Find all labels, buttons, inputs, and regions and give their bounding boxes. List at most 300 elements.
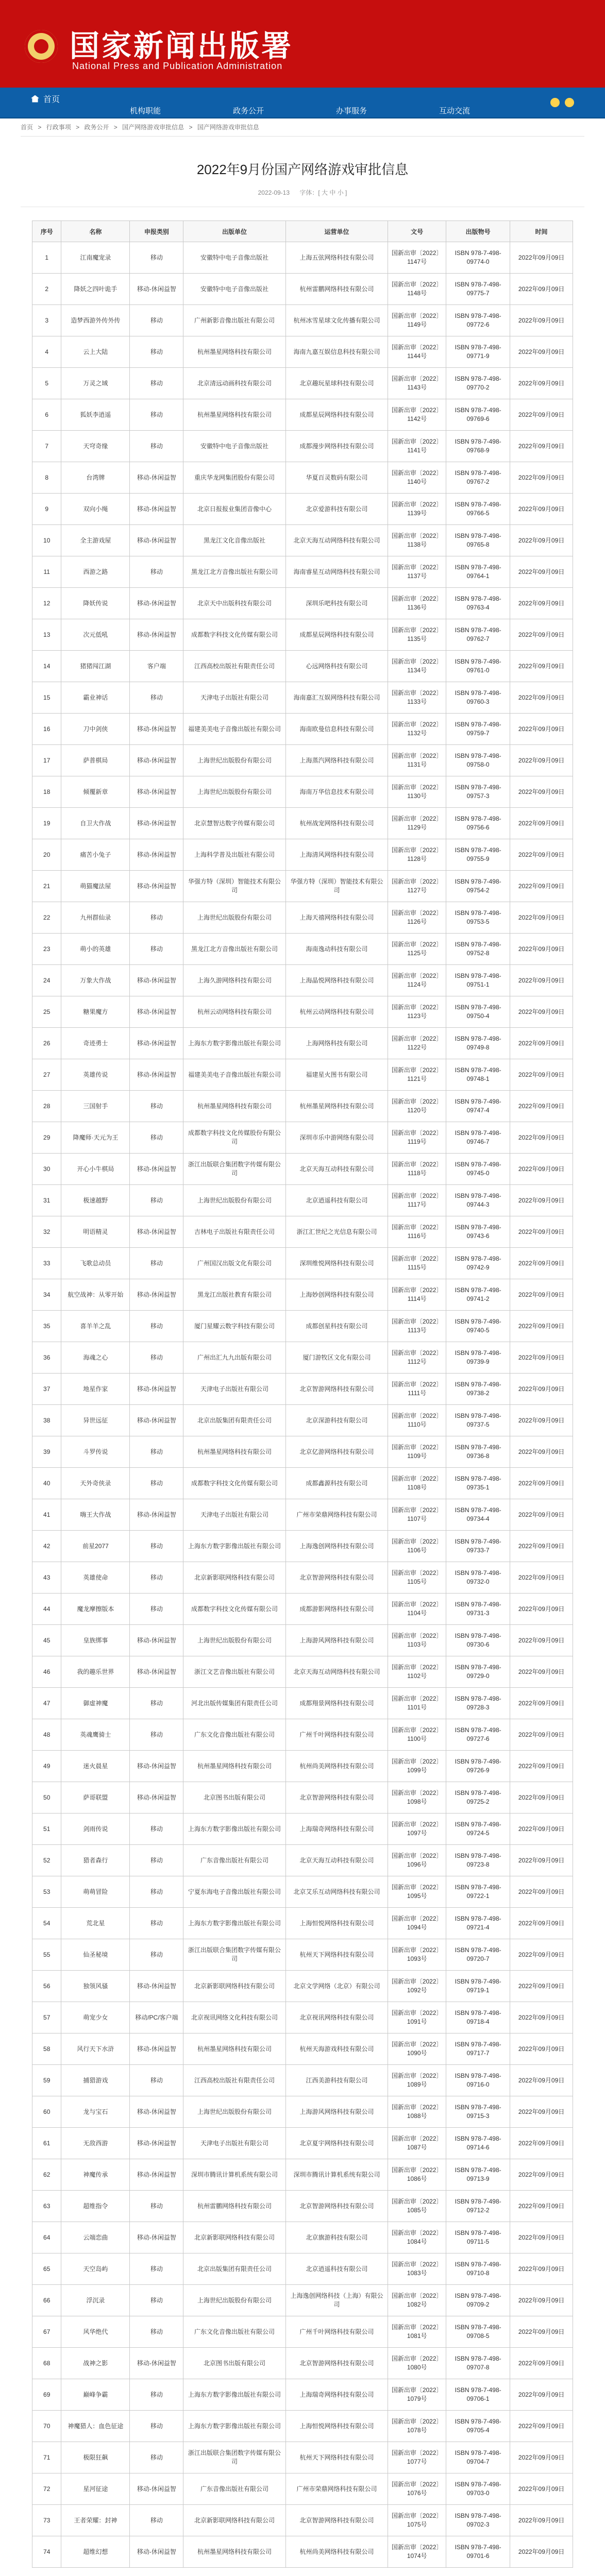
table-cell: 全主游戏屋 [61,525,130,556]
table-cell: 上海游风网络科技有限公司 [285,2096,388,2128]
table-row [32,2348,573,2379]
table-row [32,651,573,682]
table-cell: 国新出审〔2022〕1130号 [388,776,446,808]
table-cell: 成都数字科技文化传媒有限公司 [183,1594,286,1625]
table-cell: ISBN 978-7-498-09757-3 [446,776,510,808]
table-cell: 国新出审〔2022〕1147号 [388,242,446,274]
table-row [32,619,573,651]
table-cell: 2022年09月09日 [510,1154,573,1185]
table-cell: 2022年09月09日 [510,965,573,996]
table-cell: 斗罗传说 [61,1436,130,1468]
table-cell: 黑龙江北方音像出版社有限公司 [183,556,286,588]
table-row [32,1499,573,1531]
table-cell: 国新出审〔2022〕1104号 [388,1594,446,1625]
table-cell: 2022年09月09日 [510,651,573,682]
table-cell: 2022年09月09日 [510,871,573,902]
table-cell: 上海东方数字影像出版社有限公司 [183,2379,286,2411]
table-cell: 剑雨传说 [61,1814,130,1845]
table-cell: ISBN 978-7-498-09747-4 [446,1091,510,1122]
table-cell: 嗨王大作战 [61,1499,130,1531]
table-cell: 国新出审〔2022〕1138号 [388,525,446,556]
table-cell: 心远网络科技有限公司 [285,651,388,682]
table-cell: 41 [32,1499,61,1531]
table-cell: ISBN 978-7-498-09701-6 [446,2536,510,2568]
table-cell: 2022年09月09日 [510,1091,573,1122]
table-cell: 2022年09月09日 [510,368,573,399]
table-cell: 广东文化音像出版社有限公司 [183,2316,286,2348]
table-cell: 移动 [130,1594,183,1625]
table-cell: 65 [32,2253,61,2285]
table-row [32,902,573,934]
table-row [32,1374,573,1405]
table-cell: 上海恒悦网络科技有限公司 [285,2411,388,2442]
table-row [32,1028,573,1059]
breadcrumb-item[interactable]: 国产网络游戏审批信息 [197,124,259,131]
table-cell: 国新出审〔2022〕1080号 [388,2348,446,2379]
table-cell: 刀中剑侠 [61,714,130,745]
table-cell: 13 [32,619,61,651]
table-cell: 深圳市腾讯计算机系统有限公司 [285,2159,388,2191]
table-cell: 上海世纪出版股份有限公司 [183,902,286,934]
table-cell: 杭州云动网络科技有限公司 [183,996,286,1028]
table-cell: 2022年09月09日 [510,399,573,431]
table-cell: 44 [32,1594,61,1625]
table-cell: 国新出审〔2022〕1125号 [388,934,446,965]
table-cell: 国新出审〔2022〕1134号 [388,651,446,682]
table-row [32,2033,573,2065]
table-cell: 英雄使命 [61,1562,130,1594]
table-cell: ISBN 978-7-498-09768-9 [446,431,510,462]
table-cell: 2022年09月09日 [510,1279,573,1311]
table-cell: 2022年09月09日 [510,714,573,745]
table-cell: 48 [32,1719,61,1751]
table-cell: ISBN 978-7-498-09775-7 [446,274,510,305]
table-cell: ISBN 978-7-498-09733-7 [446,1531,510,1562]
table-row [32,1531,573,1562]
table-cell: 华夏百灵数码有限公司 [285,462,388,494]
table-cell: 客户端 [130,651,183,682]
table-cell: 国新出审〔2022〕1088号 [388,2096,446,2128]
table-cell: 2022年09月09日 [510,2316,573,2348]
table-cell: 上海世纪出版股份有限公司 [183,2096,286,2128]
table-cell: 移动 [130,2505,183,2536]
table-cell: 北京出版集团有限责任公司 [183,2253,286,2285]
table-cell: 地星作家 [61,1374,130,1405]
table-row [32,556,573,588]
table-cell: 天津电子出版社有限公司 [183,1374,286,1405]
table-cell: 2022年09月09日 [510,2348,573,2379]
table-cell: 江西高校出版社有限责任公司 [183,651,286,682]
table-cell: ISBN 978-7-498-09755-9 [446,839,510,871]
table-cell: 19 [32,808,61,839]
table-row [32,274,573,305]
table-cell: 江西高校出版社有限责任公司 [183,2065,286,2096]
table-cell: 移动 [130,399,183,431]
table-cell: 御虚神魔 [61,1688,130,1719]
breadcrumb-sep: > [189,124,193,131]
table-cell: 58 [32,2033,61,2065]
table-cell: 37 [32,1374,61,1405]
table-cell: 星河征途 [61,2473,130,2505]
table-cell: 台湾牌 [61,462,130,494]
table-cell: 北京天海互动网络科技有限公司 [285,525,388,556]
table-cell: 北京逍遥科技有限公司 [285,2253,388,2285]
table-cell: 移动-休闲益智 [130,871,183,902]
table-cell: 67 [32,2316,61,2348]
table-cell: 华强方特（深圳）智能技术有限公司 [183,871,286,902]
table-row [32,1216,573,1248]
nav-item-4[interactable]: 互动交流 [439,107,470,115]
table-cell: 北京趣玩星球科技有限公司 [285,368,388,399]
table-cell: 糖果魔方 [61,996,130,1028]
table-cell: 国新出审〔2022〕1087号 [388,2128,446,2159]
table-cell: 杭州墨星网络科技有限公司 [183,336,286,368]
table-row [32,2285,573,2316]
table-cell: 北京天海互动网络科技有限公司 [285,1656,388,1688]
table-cell: 70 [32,2411,61,2442]
table-cell: 2022年09月09日 [510,619,573,651]
table-cell: 上海瑞奇网络科技有限公司 [285,1814,388,1845]
table-cell: ISBN 978-7-498-09750-4 [446,996,510,1028]
table-row [32,2159,573,2191]
table-cell: 华强方特（深圳）智能技术有限公司 [285,871,388,902]
table-cell: 万象大作战 [61,965,130,996]
table-cell: 国新出审〔2022〕1129号 [388,808,446,839]
table-cell: 上海妙创网络科技有限公司 [285,1279,388,1311]
table-cell: 成都游影网络科技有限公司 [285,1594,388,1625]
table-cell: 移动-休闲益智 [130,1279,183,1311]
table-cell: ISBN 978-7-498-09745-0 [446,1154,510,1185]
table-cell: 国新出审〔2022〕1114号 [388,1279,446,1311]
table-cell: 移动 [130,336,183,368]
table-cell: 2022年09月09日 [510,462,573,494]
table-cell: 国新出审〔2022〕1112号 [388,1342,446,1374]
table-cell: 2022年09月09日 [510,588,573,619]
table-cell: 上海科学普及出版社有限公司 [183,839,286,871]
table-cell: 2022年09月09日 [510,2505,573,2536]
table-cell: 荒北星 [61,1908,130,1939]
table-cell: ISBN 978-7-498-09735-1 [446,1468,510,1499]
table-cell: 2022年09月09日 [510,1531,573,1562]
table-cell: 2022年09月09日 [510,1122,573,1154]
table-cell: 上海蒸汽网络科技有限公司 [285,745,388,776]
table-cell: 黑龙江出版社教育有限公司 [183,1279,286,1311]
table-cell: 2022年09月09日 [510,1562,573,1594]
table-cell: 移动 [130,1468,183,1499]
table-cell: 北京旗游科技有限公司 [285,2222,388,2253]
table-cell: 移动 [130,1688,183,1719]
table-cell: 国新出审〔2022〕1085号 [388,2191,446,2222]
table-row [32,1279,573,1311]
table-cell: 42 [32,1531,61,1562]
article-date: 2022-09-13 [258,189,290,196]
table-cell: 国新出审〔2022〕1136号 [388,588,446,619]
table-cell: 英魂鹰骑士 [61,1719,130,1751]
table-cell: ISBN 978-7-498-09717-7 [446,2033,510,2065]
table-cell: ISBN 978-7-498-09761-0 [446,651,510,682]
table-cell: 北京天海互动科技有限公司 [285,1845,388,1876]
table-cell: 2022年09月09日 [510,2253,573,2285]
table-cell: 移动-休闲益智 [130,965,183,996]
table-cell: 2022年09月09日 [510,1719,573,1751]
nav-item-3[interactable]: 办事服务 [336,107,367,115]
table-cell: ISBN 978-7-498-09771-9 [446,336,510,368]
table-cell: 杭州雷鹏网络科技有限公司 [285,274,388,305]
table-cell: 2022年09月09日 [510,1876,573,1908]
table-row [32,996,573,1028]
table-cell: 43 [32,1562,61,1594]
table-cell: 移动 [130,1719,183,1751]
table-cell: 2022年09月09日 [510,682,573,714]
table-cell: 2022年09月09日 [510,2002,573,2033]
table-cell: 移动-休闲益智 [130,1374,183,1405]
table-cell: 2022年09月09日 [510,494,573,525]
table-cell: 万灵之域 [61,368,130,399]
table-cell: 2022年09月09日 [510,1468,573,1499]
table-cell: 北京夏宇网络科技有限公司 [285,2128,388,2159]
table-cell: 国新出审〔2022〕1078号 [388,2411,446,2442]
table-row [32,745,573,776]
table-cell: 国新出审〔2022〕1124号 [388,965,446,996]
table-cell: 神魔传承 [61,2159,130,2191]
table-cell: 国新出审〔2022〕1090号 [388,2033,446,2065]
table-cell: ISBN 978-7-498-09730-6 [446,1625,510,1656]
table-cell: 2022年09月09日 [510,2033,573,2065]
table-row [32,1342,573,1374]
table-cell: 国新出审〔2022〕1107号 [388,1499,446,1531]
table-cell: ISBN 978-7-498-09753-5 [446,902,510,934]
table-cell: 移动-休闲益智 [130,1971,183,2002]
table-cell: 移动-休闲益智 [130,588,183,619]
table-cell: 国新出审〔2022〕1141号 [388,431,446,462]
font-size-control[interactable]: 字体：[ 大 中 小 ] [299,189,347,196]
table-cell: 移动-休闲益智 [130,619,183,651]
column-header: 时间 [510,221,573,242]
table-cell: 杭州墨星网络科技有限公司 [183,1751,286,1782]
breadcrumb-item[interactable]: 行政事项 [46,124,71,131]
table-cell: 2022年09月09日 [510,1374,573,1405]
table-cell: 浙江出版联合集团数字传媒有限公司 [183,1939,286,1971]
table-cell: 3 [32,305,61,336]
table-cell: 移动 [130,2442,183,2473]
table-row [32,2505,573,2536]
table-cell: ISBN 978-7-498-09767-2 [446,462,510,494]
table-cell: ISBN 978-7-498-09751-1 [446,965,510,996]
table-cell: 三国射手 [61,1091,130,1122]
table-cell: 成都漫步网络科技有限公司 [285,431,388,462]
table-cell: 国新出审〔2022〕1109号 [388,1436,446,1468]
breadcrumb-home[interactable]: 首页 [21,124,33,131]
table-cell: 国新出审〔2022〕1142号 [388,399,446,431]
table-cell: 浙江文艺音像出版社有限公司 [183,1656,286,1688]
table-cell: 广州出汇九九出版有限公司 [183,1342,286,1374]
table-cell: 12 [32,588,61,619]
table-cell: ISBN 978-7-498-09731-3 [446,1594,510,1625]
table-cell: 开心小牛棋局 [61,1154,130,1185]
table-cell: 2022年09月09日 [510,1342,573,1374]
table-cell: 异世远征 [61,1405,130,1436]
table-cell: ISBN 978-7-498-09713-9 [446,2159,510,2191]
table-cell: 2022年09月09日 [510,1625,573,1656]
table-row [32,1154,573,1185]
table-cell: 上海东方数字影像出版社有限公司 [183,1908,286,1939]
table-cell: 1 [32,242,61,274]
table-cell: 2022年09月09日 [510,242,573,274]
table-row [32,871,573,902]
share-icons [550,98,574,107]
table-cell: 国新出审〔2022〕1091号 [388,2002,446,2033]
breadcrumb-item[interactable]: 政务公开 [84,124,109,131]
table-row [32,2473,573,2505]
table-cell: 移动 [130,1939,183,1971]
table-cell: ISBN 978-7-498-09712-2 [446,2191,510,2222]
table-row [32,2191,573,2222]
table-row [32,242,573,274]
table-cell: 35 [32,1311,61,1342]
table-cell: 国新出审〔2022〕1106号 [388,1531,446,1562]
table-cell: 降妖传说 [61,588,130,619]
table-row [32,2222,573,2253]
table-row [32,2536,573,2568]
table-cell: ISBN 978-7-498-09723-8 [446,1845,510,1876]
weibo-icon[interactable] [550,98,560,107]
table-cell: 8 [32,462,61,494]
table-cell: 移动-休闲益智 [130,2473,183,2505]
table-cell: 移动-休闲益智 [130,2536,183,2568]
table-cell: 北京新影联网络科技有限公司 [183,2222,286,2253]
table-cell: 上海游风网络科技有限公司 [285,1625,388,1656]
table-cell: 60 [32,2096,61,2128]
nav-item-2[interactable]: 政务公开 [233,107,264,115]
table-cell: 海南嘉汇互娱网络科技有限公司 [285,682,388,714]
home-icon [31,95,39,103]
table-cell: ISBN 978-7-498-09709-2 [446,2285,510,2316]
table-cell: ISBN 978-7-498-09722-1 [446,1876,510,1908]
table-cell: 国新出审〔2022〕1111号 [388,1374,446,1405]
table-cell: 国新出审〔2022〕1122号 [388,1028,446,1059]
table-cell: 移动 [130,902,183,934]
table-cell: 国新出审〔2022〕1074号 [388,2536,446,2568]
table-cell: 移动-休闲益智 [130,1656,183,1688]
wechat-icon[interactable] [565,98,574,107]
table-cell: 51 [32,1814,61,1845]
table-cell: ISBN 978-7-498-09718-4 [446,2002,510,2033]
table-row [32,462,573,494]
table-cell: ISBN 978-7-498-09727-6 [446,1719,510,1751]
table-cell: 移动 [130,368,183,399]
table-cell: 北京视讯网络科技有限公司 [285,2002,388,2033]
table-row [32,2316,573,2348]
site-title[interactable]: 国家新闻出版署 [70,28,294,63]
nav-item-1[interactable]: 机构职能 [130,107,161,115]
table-cell: 46 [32,1656,61,1688]
table-cell: 上海东方数字影像出版社有限公司 [183,1531,286,1562]
table-cell: 移动 [130,431,183,462]
table-cell: 国新出审〔2022〕1128号 [388,839,446,871]
table-cell: 超维幻想 [61,2536,130,2568]
table-cell: 国新出审〔2022〕1102号 [388,1656,446,1688]
table-cell: 国新出审〔2022〕1100号 [388,1719,446,1751]
table-cell: 国新出审〔2022〕1096号 [388,1845,446,1876]
table-cell: 杭州尚美网络科技有限公司 [285,2536,388,2568]
table-cell: 广东音像出版社有限公司 [183,2473,286,2505]
table-cell: 国新出审〔2022〕1115号 [388,1248,446,1279]
table-cell: 倾覆新章 [61,776,130,808]
table-row [32,1939,573,1971]
table-cell: 无敌西游 [61,2128,130,2159]
table-cell: 北京图书出版有限公司 [183,1782,286,1814]
table-cell: ISBN 978-7-498-09772-6 [446,305,510,336]
table-cell: 移动 [130,556,183,588]
table-cell: 4 [32,336,61,368]
table-row [32,1091,573,1122]
nav-home[interactable] [31,93,60,105]
table-cell: 移动 [130,1342,183,1374]
table-cell: 北京视讯网络文化科技有限公司 [183,2002,286,2033]
table-cell: 34 [32,1279,61,1311]
table-row [32,1971,573,2002]
table-row [32,1688,573,1719]
table-cell: 国新出审〔2022〕1123号 [388,996,446,1028]
table-cell: 17 [32,745,61,776]
table-cell: 11 [32,556,61,588]
table-cell: 杭州墨星网络科技有限公司 [183,1436,286,1468]
table-cell: 25 [32,996,61,1028]
table-cell: 杭州战宠网络科技有限公司 [285,808,388,839]
table-cell: 国新出审〔2022〕1144号 [388,336,446,368]
table-cell: 2022年09月09日 [510,1185,573,1216]
table-cell: 神魔猎人：血色征途 [61,2411,130,2442]
table-row [32,965,573,996]
table-cell: ISBN 978-7-498-09708-5 [446,2316,510,2348]
table-cell: 江南魔宠录 [61,242,130,274]
table-cell: 2022年09月09日 [510,1405,573,1436]
article-meta [0,188,605,197]
table-cell: 2022年09月09日 [510,2379,573,2411]
table-cell: 超维指令 [61,2191,130,2222]
table-cell: 16 [32,714,61,745]
table-cell: ISBN 978-7-498-09715-3 [446,2096,510,2128]
table-cell: 移动-休闲益智 [130,745,183,776]
table-cell: 2022年09月09日 [510,1028,573,1059]
table-row [32,399,573,431]
table-cell: 萨哥联盟 [61,1782,130,1814]
table-cell: 上海世纪出版股份有限公司 [183,1625,286,1656]
table-cell: 九州群仙录 [61,902,130,934]
table-row [32,588,573,619]
table-cell: 2022年09月09日 [510,808,573,839]
table-cell: 风行天下水浒 [61,2033,130,2065]
table-cell: ISBN 978-7-498-09770-2 [446,368,510,399]
table-cell: 59 [32,2065,61,2096]
table-cell: 移动-休闲益智 [130,2128,183,2159]
breadcrumb-sep: > [38,124,42,131]
table-row [32,1656,573,1688]
table-cell: 杭州天海游戏科技有限公司 [285,2033,388,2065]
table-cell: 英雄传说 [61,1059,130,1091]
table-cell: 北京新影联网络科技有限公司 [183,2505,286,2536]
table-row [32,1625,573,1656]
table-cell: 上海天禧网络科技有限公司 [285,902,388,934]
table-cell: 54 [32,1908,61,1939]
breadcrumb-item[interactable]: 国产网络游戏审批信息 [122,124,184,131]
table-cell: 北京智游网络科技有限公司 [285,2505,388,2536]
table-cell: 移动 [130,2285,183,2316]
table-cell: 前星2077 [61,1531,130,1562]
column-header: 名称 [61,221,130,242]
table-row [32,934,573,965]
table-cell: 2022年09月09日 [510,2065,573,2096]
